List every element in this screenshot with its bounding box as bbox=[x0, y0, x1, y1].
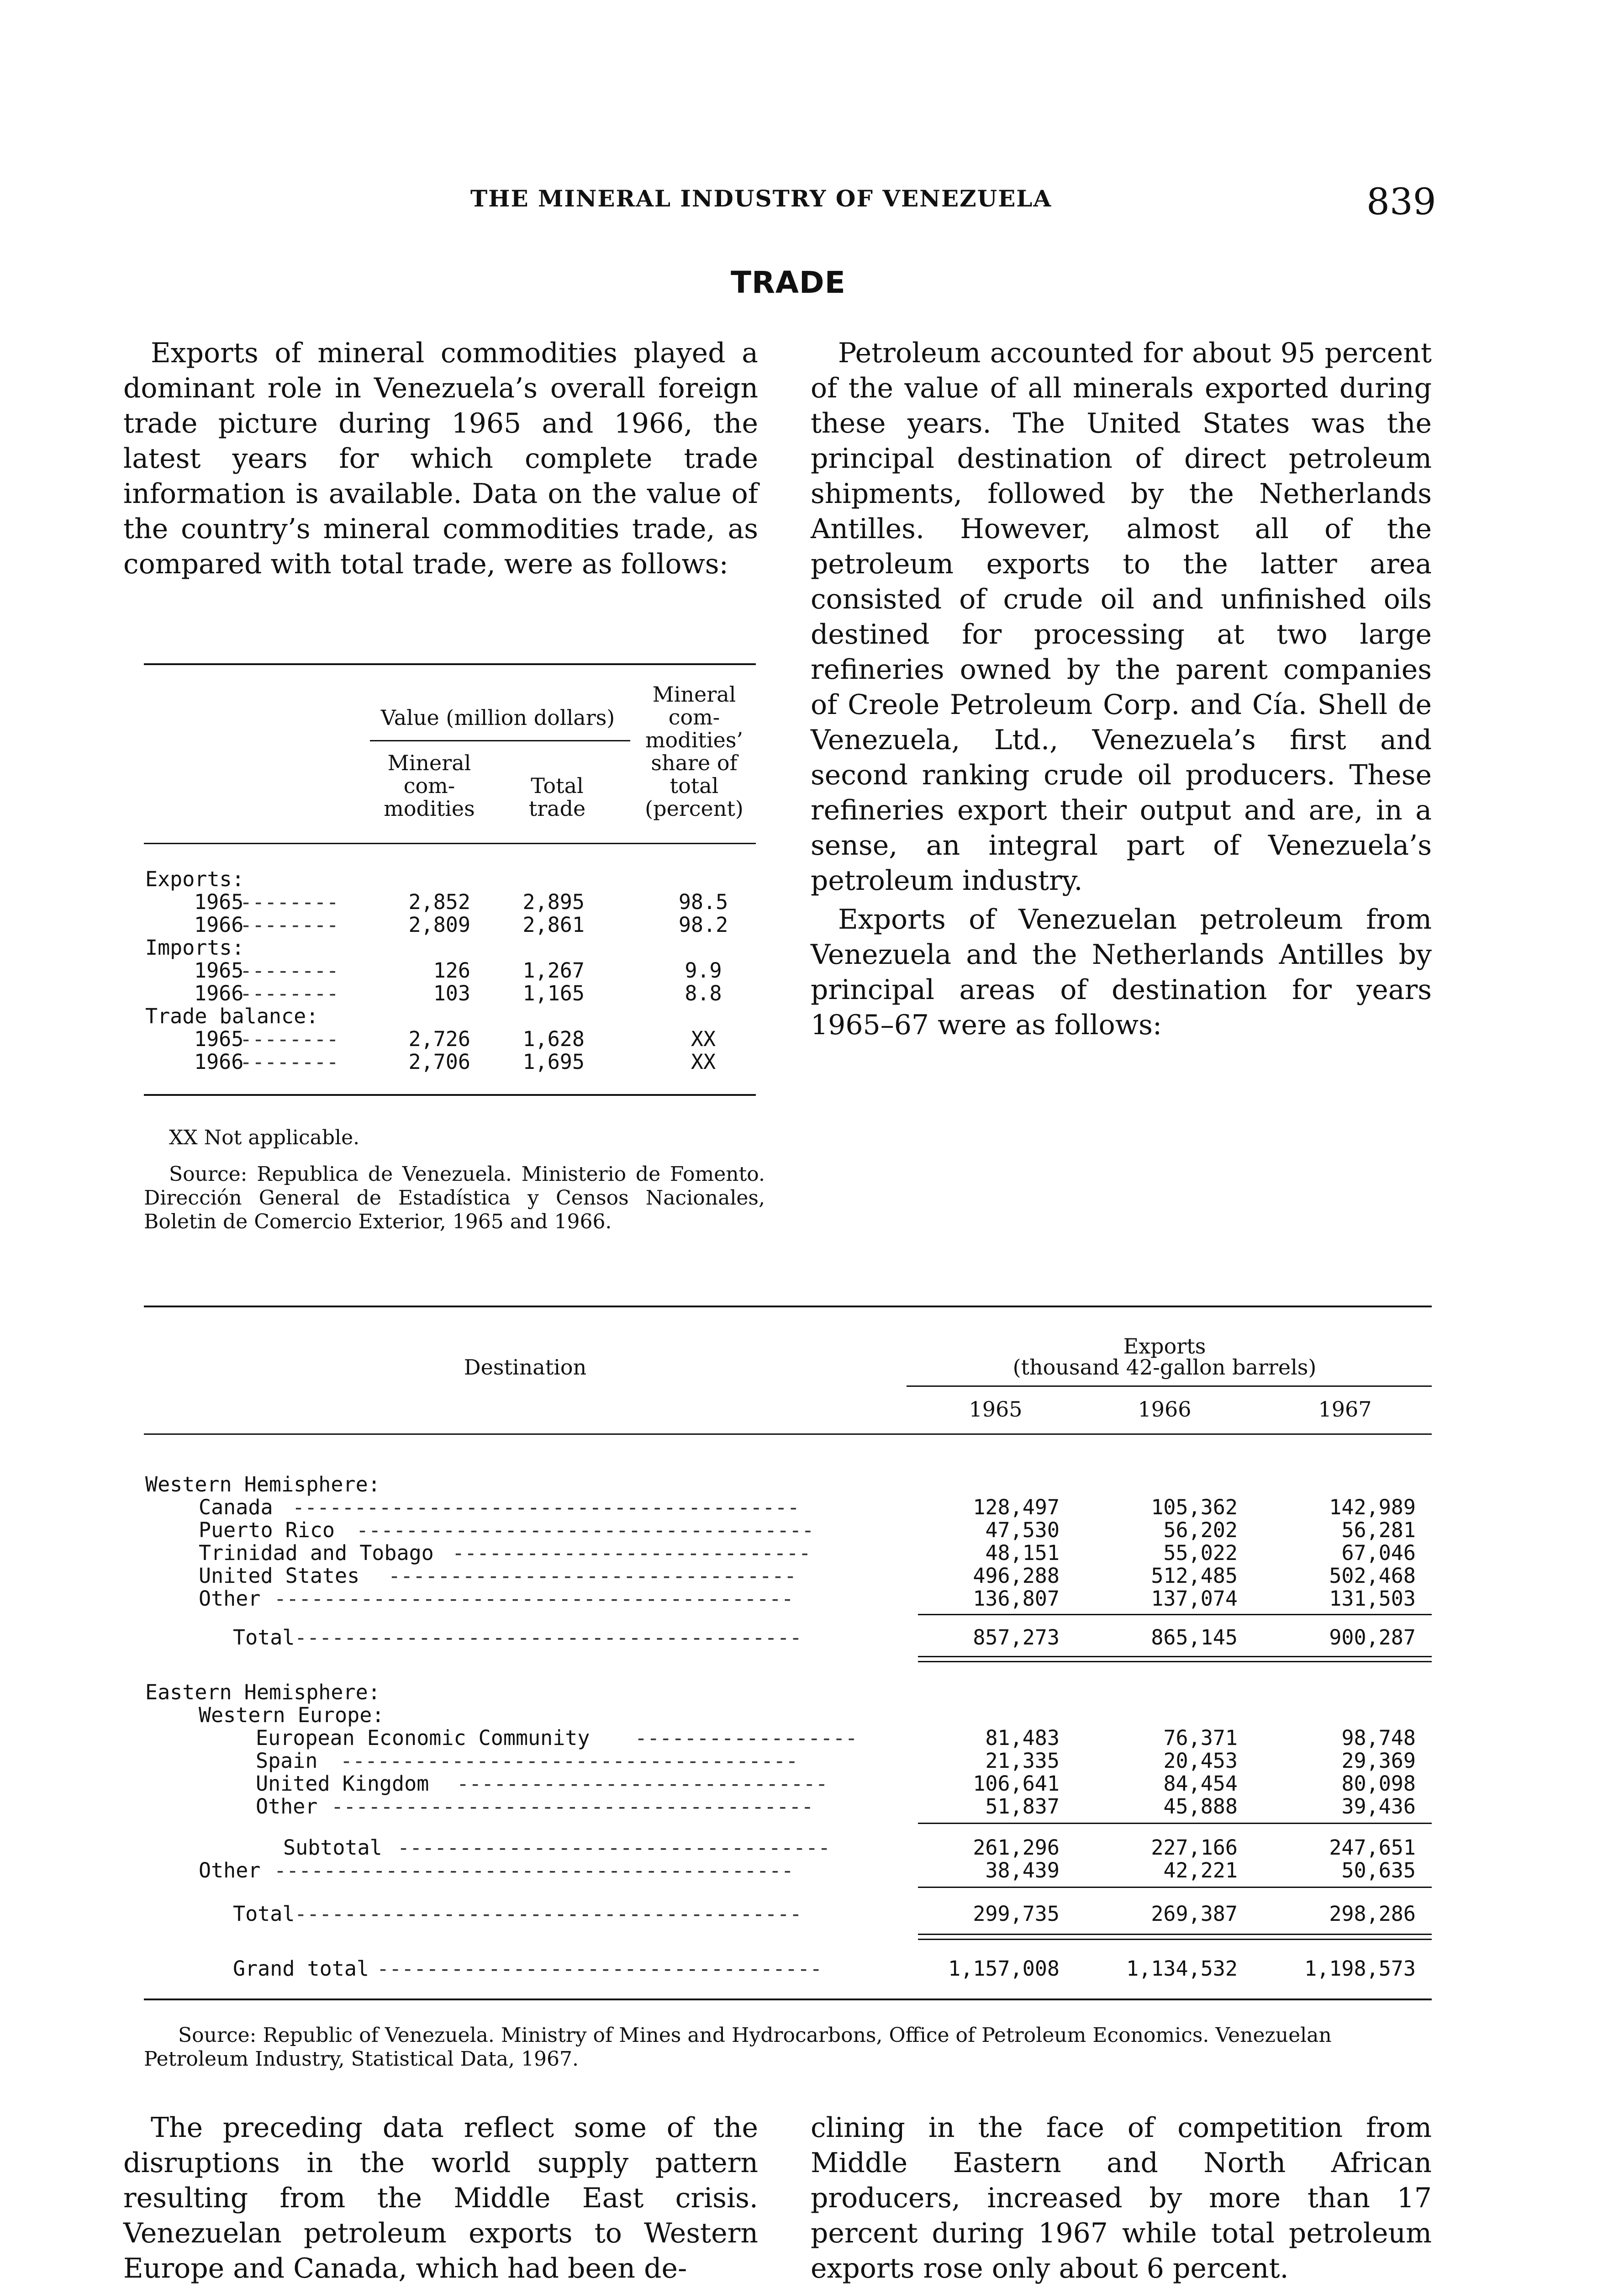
table2-exports-units: (thousand 42-gallon barrels) bbox=[1012, 1355, 1317, 1380]
table2-cell: 142,989 bbox=[1329, 1495, 1416, 1519]
western-total-label: Total bbox=[233, 1625, 295, 1650]
table2-exports-header: Exports bbox=[1123, 1334, 1206, 1359]
table2-cell: 56,202 bbox=[1163, 1518, 1238, 1542]
table2-cell: 56,281 bbox=[1341, 1518, 1416, 1542]
page-number: 839 bbox=[1366, 180, 1436, 223]
table2-cell: 857,273 bbox=[973, 1625, 1060, 1650]
table2-row-name: Puerto Rico bbox=[199, 1518, 335, 1542]
table2-row-name: Other bbox=[199, 1858, 261, 1882]
western-hemisphere-label: Western Hemisphere: bbox=[145, 1472, 380, 1496]
table1-group-label: Trade balance: bbox=[145, 1004, 319, 1028]
table1-header-rule bbox=[144, 843, 756, 844]
table2-cell: 76,371 bbox=[1163, 1726, 1238, 1750]
leader-dots: -------- bbox=[240, 913, 339, 937]
table1-cell: 98.5 bbox=[678, 890, 728, 914]
petroleum-paragraph: Petroleum accounted for about 95 percent of the value of all minerals exported during these years. The United States was the principal destination of direct petroleum shipments, followed by the Netherlands Antilles. However, almost all of the petroleum exports to the latter area consisted of crude oil and unfinished oils destined for processing at two large refineries owned by the parent companies of Creole Petroleum Corp. and Cía. Shell de Venezuela, Ltd., Venezuela’s first and second ranking crude oil producers. These refineries export their output and are, in a sense, an integral part of Venezuela’s petroleum industry. bbox=[811, 337, 1432, 897]
leader-dots: -------- bbox=[240, 890, 339, 914]
eastern-total-label: Total bbox=[233, 1902, 295, 1926]
table2-cell: 47,530 bbox=[985, 1518, 1060, 1542]
table1-row-year: 1965 bbox=[194, 1027, 244, 1051]
table1-col-mineral: Mineral com- modities bbox=[384, 751, 475, 821]
table2-cell: 128,497 bbox=[973, 1495, 1060, 1519]
table1-cell: 2,706 bbox=[408, 1050, 470, 1074]
leader-dots: ----------------------------------------- bbox=[295, 1902, 802, 1926]
table1-cell: 1,695 bbox=[522, 1050, 585, 1074]
table2-cell: 865,145 bbox=[1151, 1625, 1238, 1650]
table1-cell: 8.8 bbox=[685, 981, 722, 1005]
closing-paragraph-right: clining in the face of competition from Middle Eastern and North African producers, increased by more than 17 percent during 1967 while total petroleum exports rose only about 6 percent. bbox=[811, 2112, 1432, 2284]
total-rule bbox=[918, 1661, 1432, 1662]
table2-row-name: United Kingdom bbox=[256, 1771, 429, 1796]
table1-cell: 2,809 bbox=[408, 913, 470, 937]
subtotal-label: Subtotal bbox=[283, 1835, 382, 1860]
table2-cell: 48,151 bbox=[985, 1541, 1060, 1565]
leader-dots: ------------------------------------------ bbox=[274, 1858, 794, 1882]
table2-source: Source: Republic of Venezuela. Ministry of Mines and Hydrocarbons, Office of Petroleum Economics. Venezuelan Petroleum Industry, Statistical Data, 1967. bbox=[144, 2024, 1332, 2071]
table1-cell: 98.2 bbox=[678, 913, 728, 937]
table1-source: Source: Republica de Venezuela. Ministerio de Fomento. Dirección General de Estadística y Censos Nacionales, Boletin de Comercio Exterior, 1965 and 1966. bbox=[144, 1163, 765, 1233]
table1-cell: 1,267 bbox=[522, 958, 585, 983]
table2-year-header: 1966 bbox=[1138, 1397, 1192, 1422]
subtotal-rule bbox=[918, 1614, 1432, 1615]
table2-year-header: 1965 bbox=[969, 1397, 1023, 1422]
section-title: TRADE bbox=[731, 265, 846, 300]
table1-row-year: 1966 bbox=[194, 913, 244, 937]
table2-cell: 1,134,532 bbox=[1126, 1956, 1238, 1981]
leader-dots: ------------------ bbox=[635, 1726, 858, 1750]
table1-cell: 1,165 bbox=[522, 981, 585, 1005]
table1-group-label: Imports: bbox=[145, 936, 244, 960]
table2-year-header: 1967 bbox=[1318, 1397, 1372, 1422]
table1-group-rule bbox=[370, 740, 630, 741]
table2-row-name: Canada bbox=[199, 1495, 273, 1519]
table1-group-header: Value (million dollars) bbox=[380, 705, 615, 730]
table2-cell: 261,296 bbox=[973, 1835, 1060, 1860]
table1-col-total: Total trade bbox=[528, 773, 586, 821]
leader-dots: -------- bbox=[240, 1050, 339, 1074]
table1-note: XX Not applicable. bbox=[169, 1126, 360, 1149]
subtotal-rule bbox=[918, 1887, 1432, 1888]
leader-dots: --------------------------------------- bbox=[331, 1794, 814, 1819]
table2-cell: 50,635 bbox=[1341, 1858, 1416, 1882]
table1-cell: 9.9 bbox=[685, 958, 722, 983]
running-title: THE MINERAL INDUSTRY OF VENEZUELA bbox=[470, 185, 1052, 212]
eastern-hemisphere-label: Eastern Hemisphere: bbox=[145, 1680, 380, 1704]
leader-dots: --------------------------------- bbox=[388, 1564, 797, 1588]
table1-row-year: 1965 bbox=[194, 890, 244, 914]
table2-cell: 496,288 bbox=[973, 1564, 1060, 1588]
table2-col-destination: Destination bbox=[464, 1355, 587, 1380]
table2-cell: 105,362 bbox=[1151, 1495, 1238, 1519]
table1-cell: 1,628 bbox=[522, 1027, 585, 1051]
total-rule bbox=[918, 1934, 1432, 1935]
table1-cell: 2,726 bbox=[408, 1027, 470, 1051]
table2-cell: 299,735 bbox=[973, 1902, 1060, 1926]
exports-intro-paragraph: Exports of Venezuelan petroleum from Venezuela and the Netherlands Antilles by principal areas of destination for years 1965–67 were as follows: bbox=[811, 904, 1432, 1041]
table2-row-name: Other bbox=[256, 1794, 318, 1819]
table1-cell: 2,861 bbox=[522, 913, 585, 937]
table2-cell: 900,287 bbox=[1329, 1625, 1416, 1650]
table2-cell: 20,453 bbox=[1163, 1749, 1238, 1773]
table2-cell: 131,503 bbox=[1329, 1586, 1416, 1611]
western-europe-label: Western Europe: bbox=[199, 1703, 385, 1727]
table2-cell: 1,198,573 bbox=[1304, 1956, 1416, 1981]
leader-dots: ----------------------------------- bbox=[397, 1835, 831, 1860]
table2-cell: 512,485 bbox=[1151, 1564, 1238, 1588]
table2-group-rule bbox=[907, 1385, 1432, 1387]
table1-col-share: Mineral com- modities’ share of total (percent) bbox=[645, 682, 743, 821]
table2-cell: 298,286 bbox=[1329, 1902, 1416, 1926]
table2-cell: 21,335 bbox=[985, 1749, 1060, 1773]
leader-dots: -------- bbox=[240, 958, 339, 983]
table2-cell: 137,074 bbox=[1151, 1586, 1238, 1611]
table2-cell: 136,807 bbox=[973, 1586, 1060, 1611]
table1-cell: XX bbox=[691, 1027, 716, 1051]
subtotal-rule bbox=[918, 1823, 1432, 1824]
table2-cell: 98,748 bbox=[1341, 1726, 1416, 1750]
leader-dots: ----------------------------- bbox=[452, 1541, 811, 1565]
leader-dots: ------------------------------------- bbox=[356, 1518, 814, 1542]
table1-cell: 126 bbox=[433, 958, 470, 983]
leader-dots: ------------------------------------ bbox=[377, 1956, 823, 1981]
table1-top-rule bbox=[144, 663, 756, 665]
table1-row-year: 1965 bbox=[194, 958, 244, 983]
table2-cell: 227,166 bbox=[1151, 1835, 1238, 1860]
leader-dots: ----------------------------------------- bbox=[295, 1625, 802, 1650]
table2-cell: 81,483 bbox=[985, 1726, 1060, 1750]
leader-dots: -------- bbox=[240, 981, 339, 1005]
table1-cell: XX bbox=[691, 1050, 716, 1074]
table2-cell: 55,022 bbox=[1163, 1541, 1238, 1565]
table1-row-year: 1966 bbox=[194, 981, 244, 1005]
table2-cell: 247,651 bbox=[1329, 1835, 1416, 1860]
table2-cell: 51,837 bbox=[985, 1794, 1060, 1819]
table2-cell: 84,454 bbox=[1163, 1771, 1238, 1796]
table2-cell: 106,641 bbox=[973, 1771, 1060, 1796]
table2-row-name: Trinidad and Tobago bbox=[199, 1541, 434, 1565]
leader-dots: ----------------------------------------- bbox=[292, 1495, 800, 1519]
table2-header-rule bbox=[144, 1433, 1432, 1435]
intro-paragraph: Exports of mineral commodities played a dominant role in Venezuela’s overall foreign trade picture during 1965 and 1966, the latest years for which complete trade information is available. Data on the value of the country’s mineral commodities trade, as compared with total trade, were as follows: bbox=[123, 337, 758, 580]
table2-cell: 1,157,008 bbox=[948, 1956, 1060, 1981]
table2-cell: 67,046 bbox=[1341, 1541, 1416, 1565]
grand-total-label: Grand total bbox=[233, 1956, 369, 1981]
leader-dots: ------------------------------------- bbox=[340, 1749, 798, 1773]
table1-row-year: 1966 bbox=[194, 1050, 244, 1074]
closing-paragraph-left: The preceding data reflect some of the disruptions in the world supply pattern resulting from the Middle East crisis. Venezuelan petroleum exports to Western Europe and Canada, which had been de- bbox=[123, 2112, 758, 2284]
table2-cell: 502,468 bbox=[1329, 1564, 1416, 1588]
table2-cell: 38,439 bbox=[985, 1858, 1060, 1882]
leader-dots: ------------------------------ bbox=[457, 1771, 828, 1796]
leader-dots: ------------------------------------------ bbox=[274, 1586, 794, 1611]
table2-cell: 269,387 bbox=[1151, 1902, 1238, 1926]
total-rule bbox=[918, 1939, 1432, 1940]
table1-group-label: Exports: bbox=[145, 867, 244, 891]
table2-cell: 45,888 bbox=[1163, 1794, 1238, 1819]
table2-cell: 80,098 bbox=[1341, 1771, 1416, 1796]
table2-bottom-rule bbox=[144, 1998, 1432, 2000]
total-rule bbox=[918, 1656, 1432, 1657]
table1-cell: 2,895 bbox=[522, 890, 585, 914]
table2-row-name: Spain bbox=[256, 1749, 318, 1773]
table2-row-name: Other bbox=[199, 1586, 261, 1611]
leader-dots: -------- bbox=[240, 1027, 339, 1051]
table2-top-rule bbox=[144, 1306, 1432, 1307]
table2-row-name: United States bbox=[199, 1564, 360, 1588]
table2-cell: 29,369 bbox=[1341, 1749, 1416, 1773]
table2-row-name: European Economic Community bbox=[256, 1726, 590, 1750]
table2-cell: 42,221 bbox=[1163, 1858, 1238, 1882]
table1-bottom-rule bbox=[144, 1094, 756, 1096]
table1-cell: 2,852 bbox=[408, 890, 470, 914]
table1-cell: 103 bbox=[433, 981, 470, 1005]
table2-cell: 39,436 bbox=[1341, 1794, 1416, 1819]
